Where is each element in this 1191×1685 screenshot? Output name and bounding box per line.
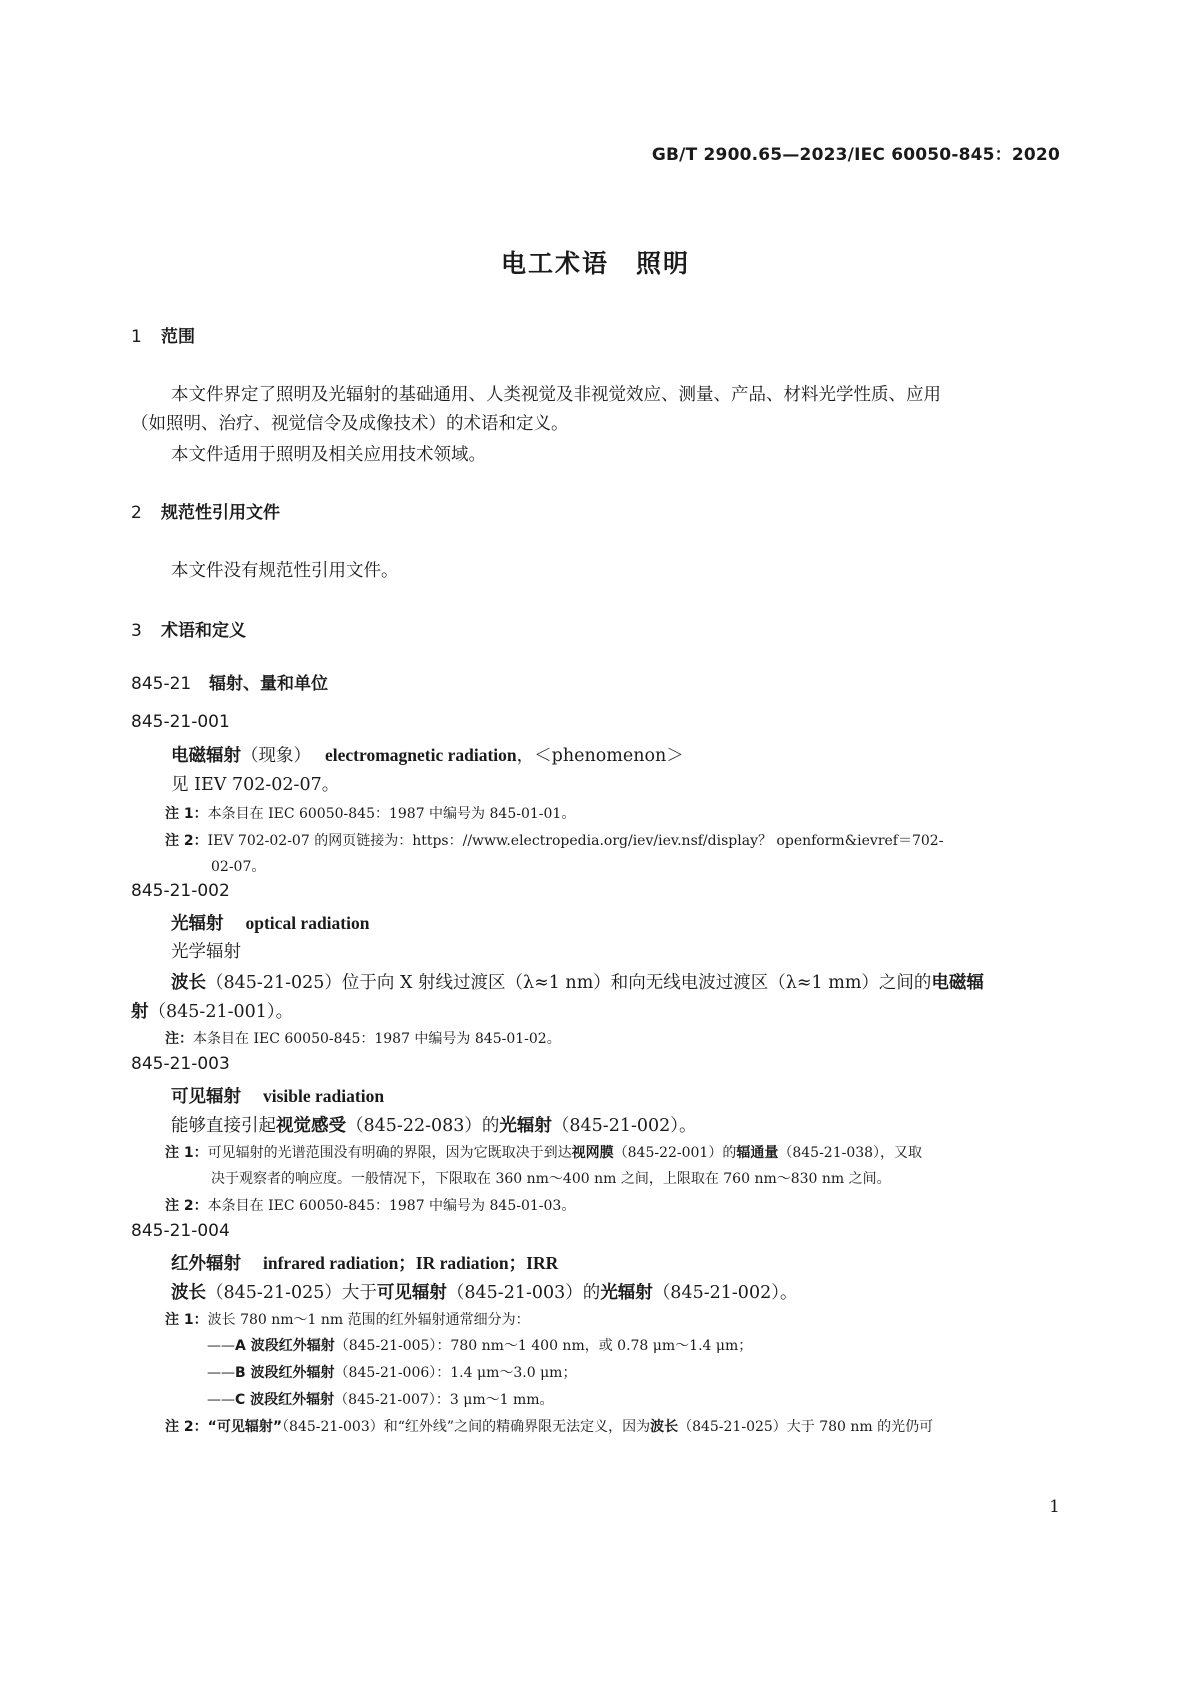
ref-number: （845-21-007） [334,1392,436,1408]
term-en: electromagnetic radiation [325,745,517,765]
entry-definition-line-2 [131,998,293,1023]
entry-note-1 [165,1142,922,1162]
subsection-title: 辐射、量和单位 [209,674,328,694]
ref-term: 辐通量 [736,1145,779,1161]
entry-note-1-continued: 决于观察者的响应度。一般情况下，下限取在 360 nm～400 nm 之间，上限取在 760 nm～830 nm 之间。 [211,1171,891,1187]
section-number: 2 [131,503,142,523]
note-text: （845-22-001）的 [613,1145,737,1161]
ref-term: 波长 [171,973,206,993]
term-en: visible radiation [263,1086,385,1106]
list-dash: —— [207,1392,235,1408]
note-text: 波长 780 nm～1 nm 范围的红外辐射通常细分为： [207,1312,530,1328]
section-number: 3 [131,621,142,641]
section-title: 术语和定义 [161,621,246,641]
entry-id: 845-21-001 [131,712,230,732]
definition-text: （845-21-003）的 [446,1283,601,1303]
note-label: 注 2： [165,833,208,849]
term-en: optical radiation [245,913,370,933]
section-heading-terms [131,616,246,641]
list-item [207,1335,752,1355]
entry-note-2 [165,830,943,850]
term-zh: 电磁辐射 [171,746,241,766]
entry-term-line [171,1250,558,1275]
definition-text: （845-21-002）。 [551,1116,697,1136]
ref-term: “可见辐射” [207,1419,283,1435]
ref-term: 视网膜 [571,1145,614,1161]
entry-id: 845-21-003 [131,1054,230,1074]
term-zh: 可见辐射 [171,1087,241,1107]
ref-term: 波长 [171,1283,206,1303]
normative-paragraph: 本文件没有规范性引用文件。 [171,561,399,581]
subsection-number: 845-21 [131,674,192,694]
term-en-tail: ，＜phenomenon＞ [516,746,684,766]
ref-number: （845-21-006） [334,1365,437,1381]
ref-term: 视觉感受 [276,1116,346,1136]
list-dash: —— [207,1338,235,1354]
definition-text: （845-22-083）的 [346,1116,500,1136]
note-label: 注 1： [165,806,208,822]
page-number: 1 [1049,1497,1060,1517]
ref-term: 可见辐射 [376,1283,447,1303]
note-label: 注 2： [165,1198,208,1214]
ref-term: 电磁辐 [931,973,984,993]
note-text: IEV 702-02-07 的网页链接为：https：//www.electropedia.org/iev/iev.nsf/display？ openform&ievref＝702- [207,833,944,849]
entry-note [165,1028,561,1048]
entry-definition: 见 IEV 702-02-07。 [171,775,340,795]
list-dash: —— [207,1365,235,1381]
entry-note-2 [165,1416,933,1436]
section-title: 范围 [161,327,195,347]
definition-text: （845-21-025）位于向 X 射线过渡区（λ≈1 nm）和向无线电波过渡区（λ≈1 mm）之间的 [206,973,932,993]
entry-definition-line-1 [171,969,984,994]
term-zh: 红外辐射 [171,1254,241,1274]
definition-text: 能够直接引起 [171,1116,276,1136]
list-item [207,1362,576,1382]
note-text: （845-21-038），又取 [778,1145,923,1161]
subsection-heading [131,669,328,694]
scope-paragraph-line-1: 本文件界定了照明及光辐射的基础通用、人类视觉及非视觉效应、测量、产品、材料光学性质、应用 [171,385,941,405]
note-text: 本条目在 IEC 60050-845：1987 中编号为 845-01-02。 [193,1031,561,1047]
entry-term-line [171,742,684,767]
entry-term-line [171,910,369,935]
entry-note-1 [165,1309,530,1329]
ref-term: A 波段红外辐射 [235,1338,335,1354]
ref-term: C 波段红外辐射 [235,1392,335,1408]
section-number: 1 [131,327,142,347]
ref-term: 波长 [650,1419,679,1435]
section-heading-scope [131,322,195,347]
entry-definition [171,1279,797,1304]
document-title: 电工术语 照明 [500,249,690,278]
section-heading-normative [131,498,280,523]
entry-note-1 [165,803,575,823]
term-qualifier: （现象） [241,746,311,766]
note-text: （845-21-025）大于 780 nm 的光仍可 [678,1419,934,1435]
scope-paragraph-line-2: （如照明、治疗、视觉信令及成像技术）的术语和定义。 [131,414,569,434]
entry-definition [171,1112,697,1137]
list-text: ：1.4 μm～3.0 μm； [436,1365,577,1381]
note-label: 注 2： [165,1419,208,1435]
note-label: 注： [165,1031,193,1047]
note-text: 本条目在 IEC 60050-845：1987 中编号为 845-01-03。 [207,1198,576,1214]
ref-term: 光辐射 [600,1283,653,1303]
scope-paragraph-2: 本文件适用于照明及相关应用技术领域。 [171,445,486,465]
entry-synonym: 光学辐射 [171,942,241,962]
note-label: 注 1： [165,1145,208,1161]
standard-number-header: GB/T 2900.65—2023/IEC 60050-845：2020 [651,145,1060,165]
term-en: infrared radiation；IR radiation；IRR [263,1253,559,1273]
note-label: 注 1： [165,1312,208,1328]
definition-text: （845-21-001）。 [148,1002,294,1022]
ref-term: 光辐射 [499,1116,552,1136]
ref-term: 射 [131,1002,149,1022]
ref-number: （845-21-005） [334,1338,437,1354]
entry-id: 845-21-002 [131,881,230,901]
note-text: 本条目在 IEC 60050-845：1987 中编号为 845-01-01。 [207,806,576,822]
entry-term-line [171,1083,384,1108]
entry-id: 845-21-004 [131,1221,230,1241]
list-item [207,1389,554,1409]
list-text: ：780 nm～1 400 nm，或 0.78 μm～1.4 μm； [436,1338,753,1354]
definition-text: （845-21-002）。 [652,1283,798,1303]
entry-note-2 [165,1195,575,1215]
list-text: ：3 μm～1 mm。 [435,1392,554,1408]
term-zh: 光辐射 [171,914,224,934]
ref-term: B 波段红外辐射 [235,1365,335,1381]
note-text: 可见辐射的光谱范围没有明确的界限，因为它既取决于到达 [207,1145,572,1161]
entry-note-2-continued: 02-07。 [211,859,266,875]
definition-text: （845-21-025）大于 [206,1283,377,1303]
note-text: （845-21-003）和“红外线”之间的精确界限无法定义，因为 [282,1419,651,1435]
section-title: 规范性引用文件 [161,503,280,523]
